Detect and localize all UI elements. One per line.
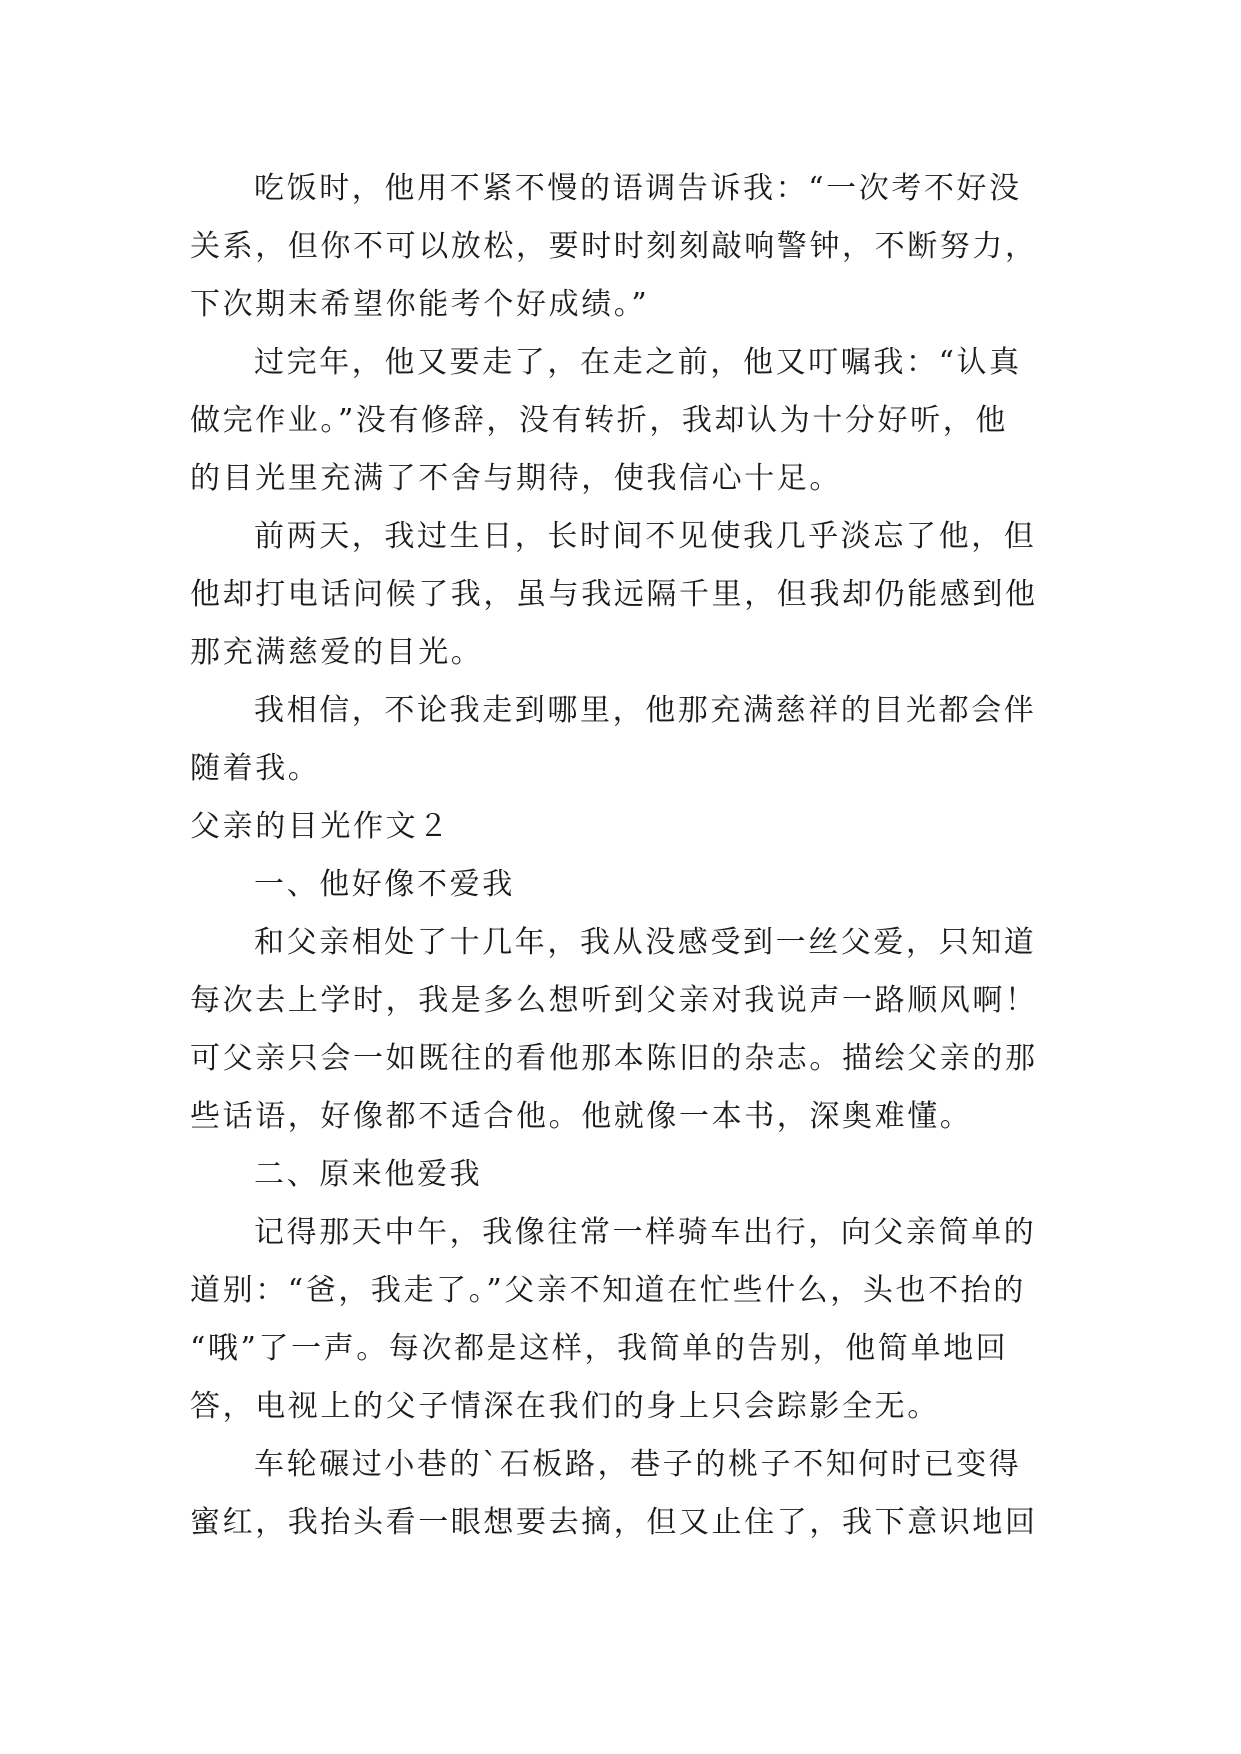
- text-line: 下次期末希望你能考个好成绩。”: [190, 287, 650, 322]
- text-line: 每次去上学时，我是多么想听到父亲对我说声一路顺风啊！: [190, 983, 1038, 1018]
- text-line: 吃饭时，他用不紧不慢的语调告诉我：“一次考不好没: [254, 171, 1022, 206]
- text-line: 的目光里充满了不舍与期待，使我信心十足。: [190, 461, 842, 496]
- text-line: 他却打电话问候了我，虽与我远隔千里，但我却仍能感到他: [190, 577, 1038, 612]
- text-line: “哦”了一声。每次都是这样，我简单的告别，他简单地回: [190, 1331, 1009, 1366]
- text-line: 些话语，好像都不适合他。他就像一本书，深奥难懂。: [190, 1099, 973, 1134]
- text-line: 父亲的目光作文２: [190, 809, 451, 844]
- text-line: 随着我。: [190, 751, 321, 786]
- text-line: 我相信，不论我走到哪里，他那充满慈祥的目光都会伴: [254, 693, 1037, 728]
- text-line: 做完作业。”没有修辞，没有转折，我却认为十分好听，他: [190, 403, 1008, 438]
- text-line: 可父亲只会一如既往的看他那本陈旧的杂志。描绘父亲的那: [190, 1041, 1038, 1076]
- text-line: 过完年，他又要走了，在走之前，他又叮嘱我：“认真: [254, 345, 1022, 380]
- text-line: 一、他好像不爱我: [254, 867, 515, 902]
- text-line: 记得那天中午，我像往常一样骑车出行，向父亲简单的: [254, 1215, 1037, 1250]
- text-line: 那充满慈爱的目光。: [190, 635, 484, 670]
- text-line: 车轮碾过小巷的`石板路，巷子的桃子不知何时已变得: [254, 1447, 1022, 1482]
- document-body: [190, 160, 1063, 1552]
- text-line: 和父亲相处了十几年，我从没感受到一丝父爱，只知道: [254, 925, 1037, 960]
- text-line: 二、原来他爱我: [254, 1157, 483, 1192]
- text-line: 关系，但你不可以放松，要时时刻刻敲响警钟，不断努力，: [190, 229, 1038, 264]
- text-line: 前两天，我过生日，长时间不见使我几乎淡忘了他，但: [254, 519, 1037, 554]
- text-line: 道别：“爸，我走了。”父亲不知道在忙些什么，头也不抬的: [190, 1273, 1026, 1308]
- text-line: 蜜红，我抬头看一眼想要去摘，但又止住了，我下意识地回: [190, 1505, 1038, 1540]
- text-line: 答，电视上的父子情深在我们的身上只会踪影全无。: [190, 1389, 940, 1424]
